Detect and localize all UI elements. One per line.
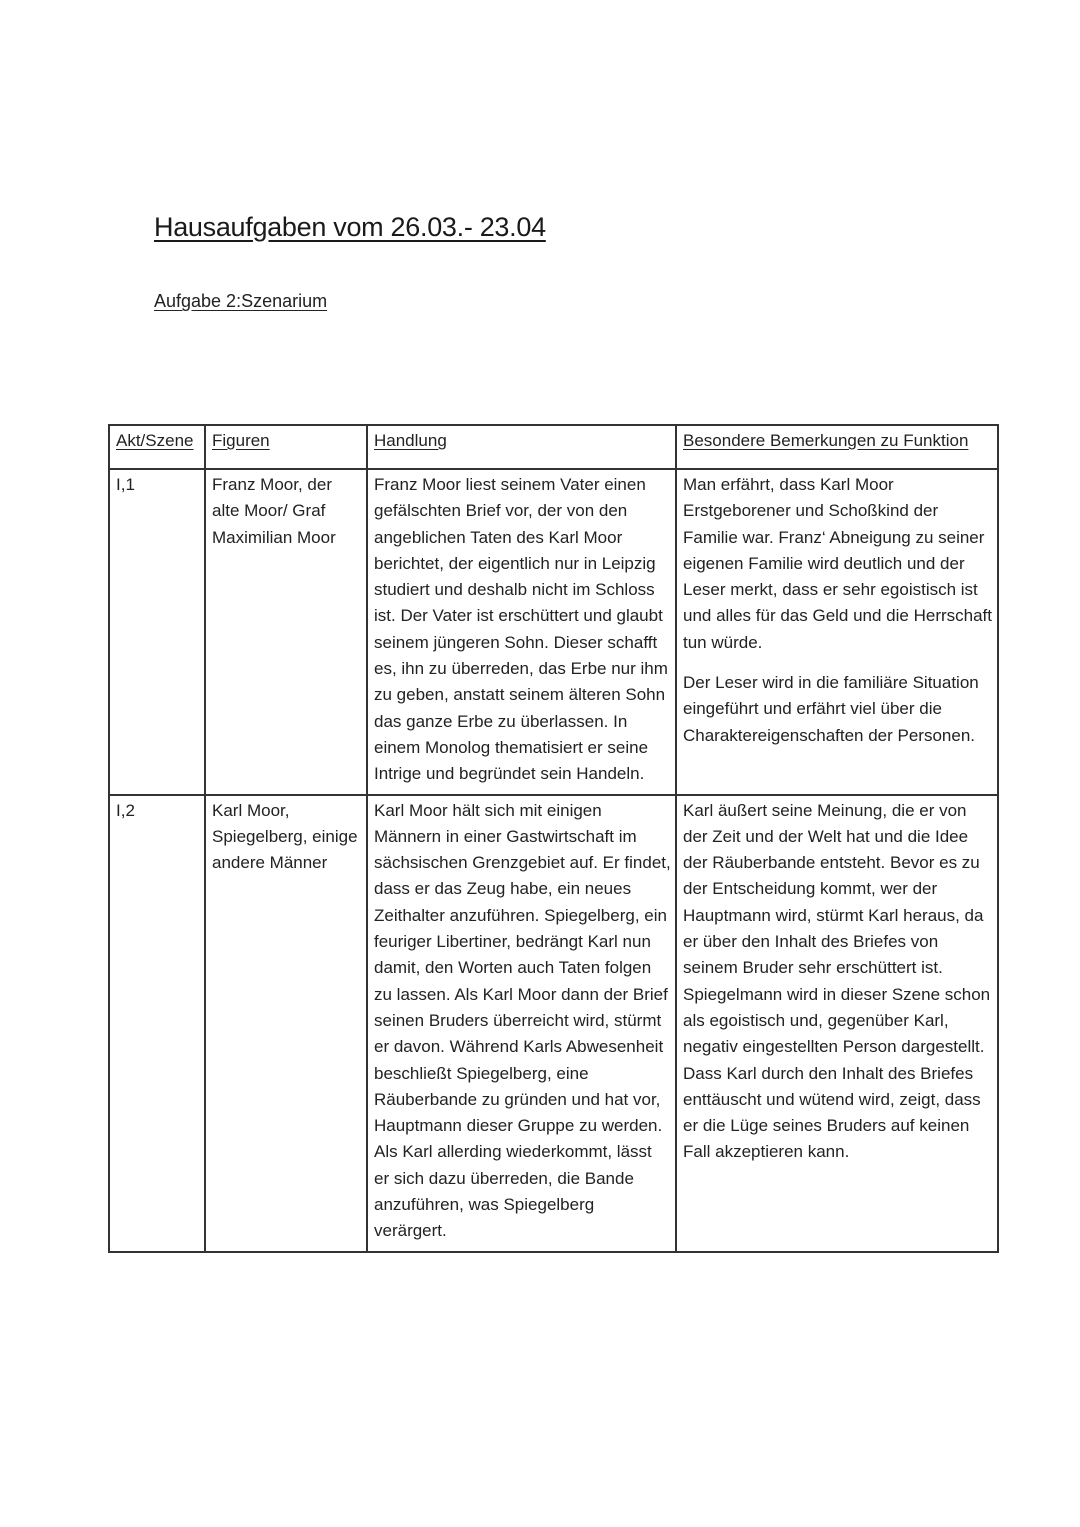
cell-akt: I,2 xyxy=(109,795,205,1252)
header-bemerkungen: Besondere Bemerkungen zu Funktion xyxy=(676,425,998,469)
task-subtitle: Aufgabe 2:Szenarium xyxy=(154,291,328,311)
cell-handlung: Franz Moor liest seinem Vater einen gefälschten Brief vor, der von den angeblichen Taten des Karl Moor berichtet, der eigentlich nur in Leipzig studiert und deshalb nicht im Schloss ist. Der Vater ist erschüttert und glaubt seinem jüngeren Sohn. Dieser schafft es, ihn zu überreden, das Erbe nur ihm zu geben, anstatt seinem älteren Sohn das ganze Erbe zu überlassen. In einem Monolog thematisiert er seine Intrige und begründet sein Handeln. xyxy=(367,469,676,795)
bemerkung-paragraph: Der Leser wird in die familiäre Situation eingeführt und erfährt viel über die Charaktereigenschaften der Personen. xyxy=(683,673,979,745)
cell-figuren: Karl Moor, Spiegelberg, einige andere Männer xyxy=(205,795,367,1252)
cell-akt: I,1 xyxy=(109,469,205,795)
bemerkung-paragraph: Man erfährt, dass Karl Moor Erstgeborener und Schoßkind der Familie war. Franz‘ Abneigung zu seiner eigenen Familie wird deutlich und der Leser merkt, dass er sehr egoistisch ist und alles für das Geld und die Herrschaft tun würde. xyxy=(683,475,993,652)
cell-bemerkungen xyxy=(676,469,998,795)
header-figuren: Figuren xyxy=(205,425,367,469)
table-row xyxy=(109,795,998,1252)
header-akt-szene: Akt/Szene xyxy=(109,425,205,469)
scenario-table xyxy=(108,424,999,1253)
bemerkung-paragraph: Karl äußert seine Meinung, die er von der Zeit und der Welt hat und die Idee der Räuberbande entsteht. Bevor es zu der Entscheidung kommt, wer der Hauptmann wird, stürmt Karl heraus, da er über den Inhalt des Briefes von seinem Bruder sehr erschüttert ist. Spiegelmann wird in dieser Szene schon als egoistisch und, gegenüber Karl, negativ eingestellten Person dargestellt. Dass Karl durch den Inhalt des Briefes enttäuscht und wütend wird, zeigt, dass er die Lüge seines Bruders auf keinen Fall akzeptieren kann. xyxy=(683,800,991,1162)
cell-handlung: Karl Moor hält sich mit einigen Männern in einer Gastwirtschaft im sächsischen Grenzgebiet auf. Er findet, dass er das Zeug habe, ein neues Zeithalter anzuführen. Spiegelberg, ein feuriger Libertiner, bedrängt Karl nun damit, den Worten auch Taten folgen zu lassen. Als Karl Moor dann der Brief seinen Bruders überreicht wird, stürmt er davon. Während Karls Abwesenheit beschließt Spiegelberg, eine Räuberbande zu gründen und hat vor, Hauptmann dieser Gruppe zu werden. Als Karl allerding wiederkommt, lässt er sich dazu überreden, die Bande anzuführen, was Spiegelberg verärgert. xyxy=(367,795,676,1252)
cell-bemerkungen xyxy=(676,795,998,1252)
table-row xyxy=(109,469,998,795)
table-header-row xyxy=(109,425,998,469)
page-title: Hausaufgaben vom 26.03.- 23.04 xyxy=(154,212,546,242)
cell-figuren: Franz Moor, der alte Moor/ Graf Maximilian Moor xyxy=(205,469,367,795)
header-handlung: Handlung xyxy=(367,425,676,469)
